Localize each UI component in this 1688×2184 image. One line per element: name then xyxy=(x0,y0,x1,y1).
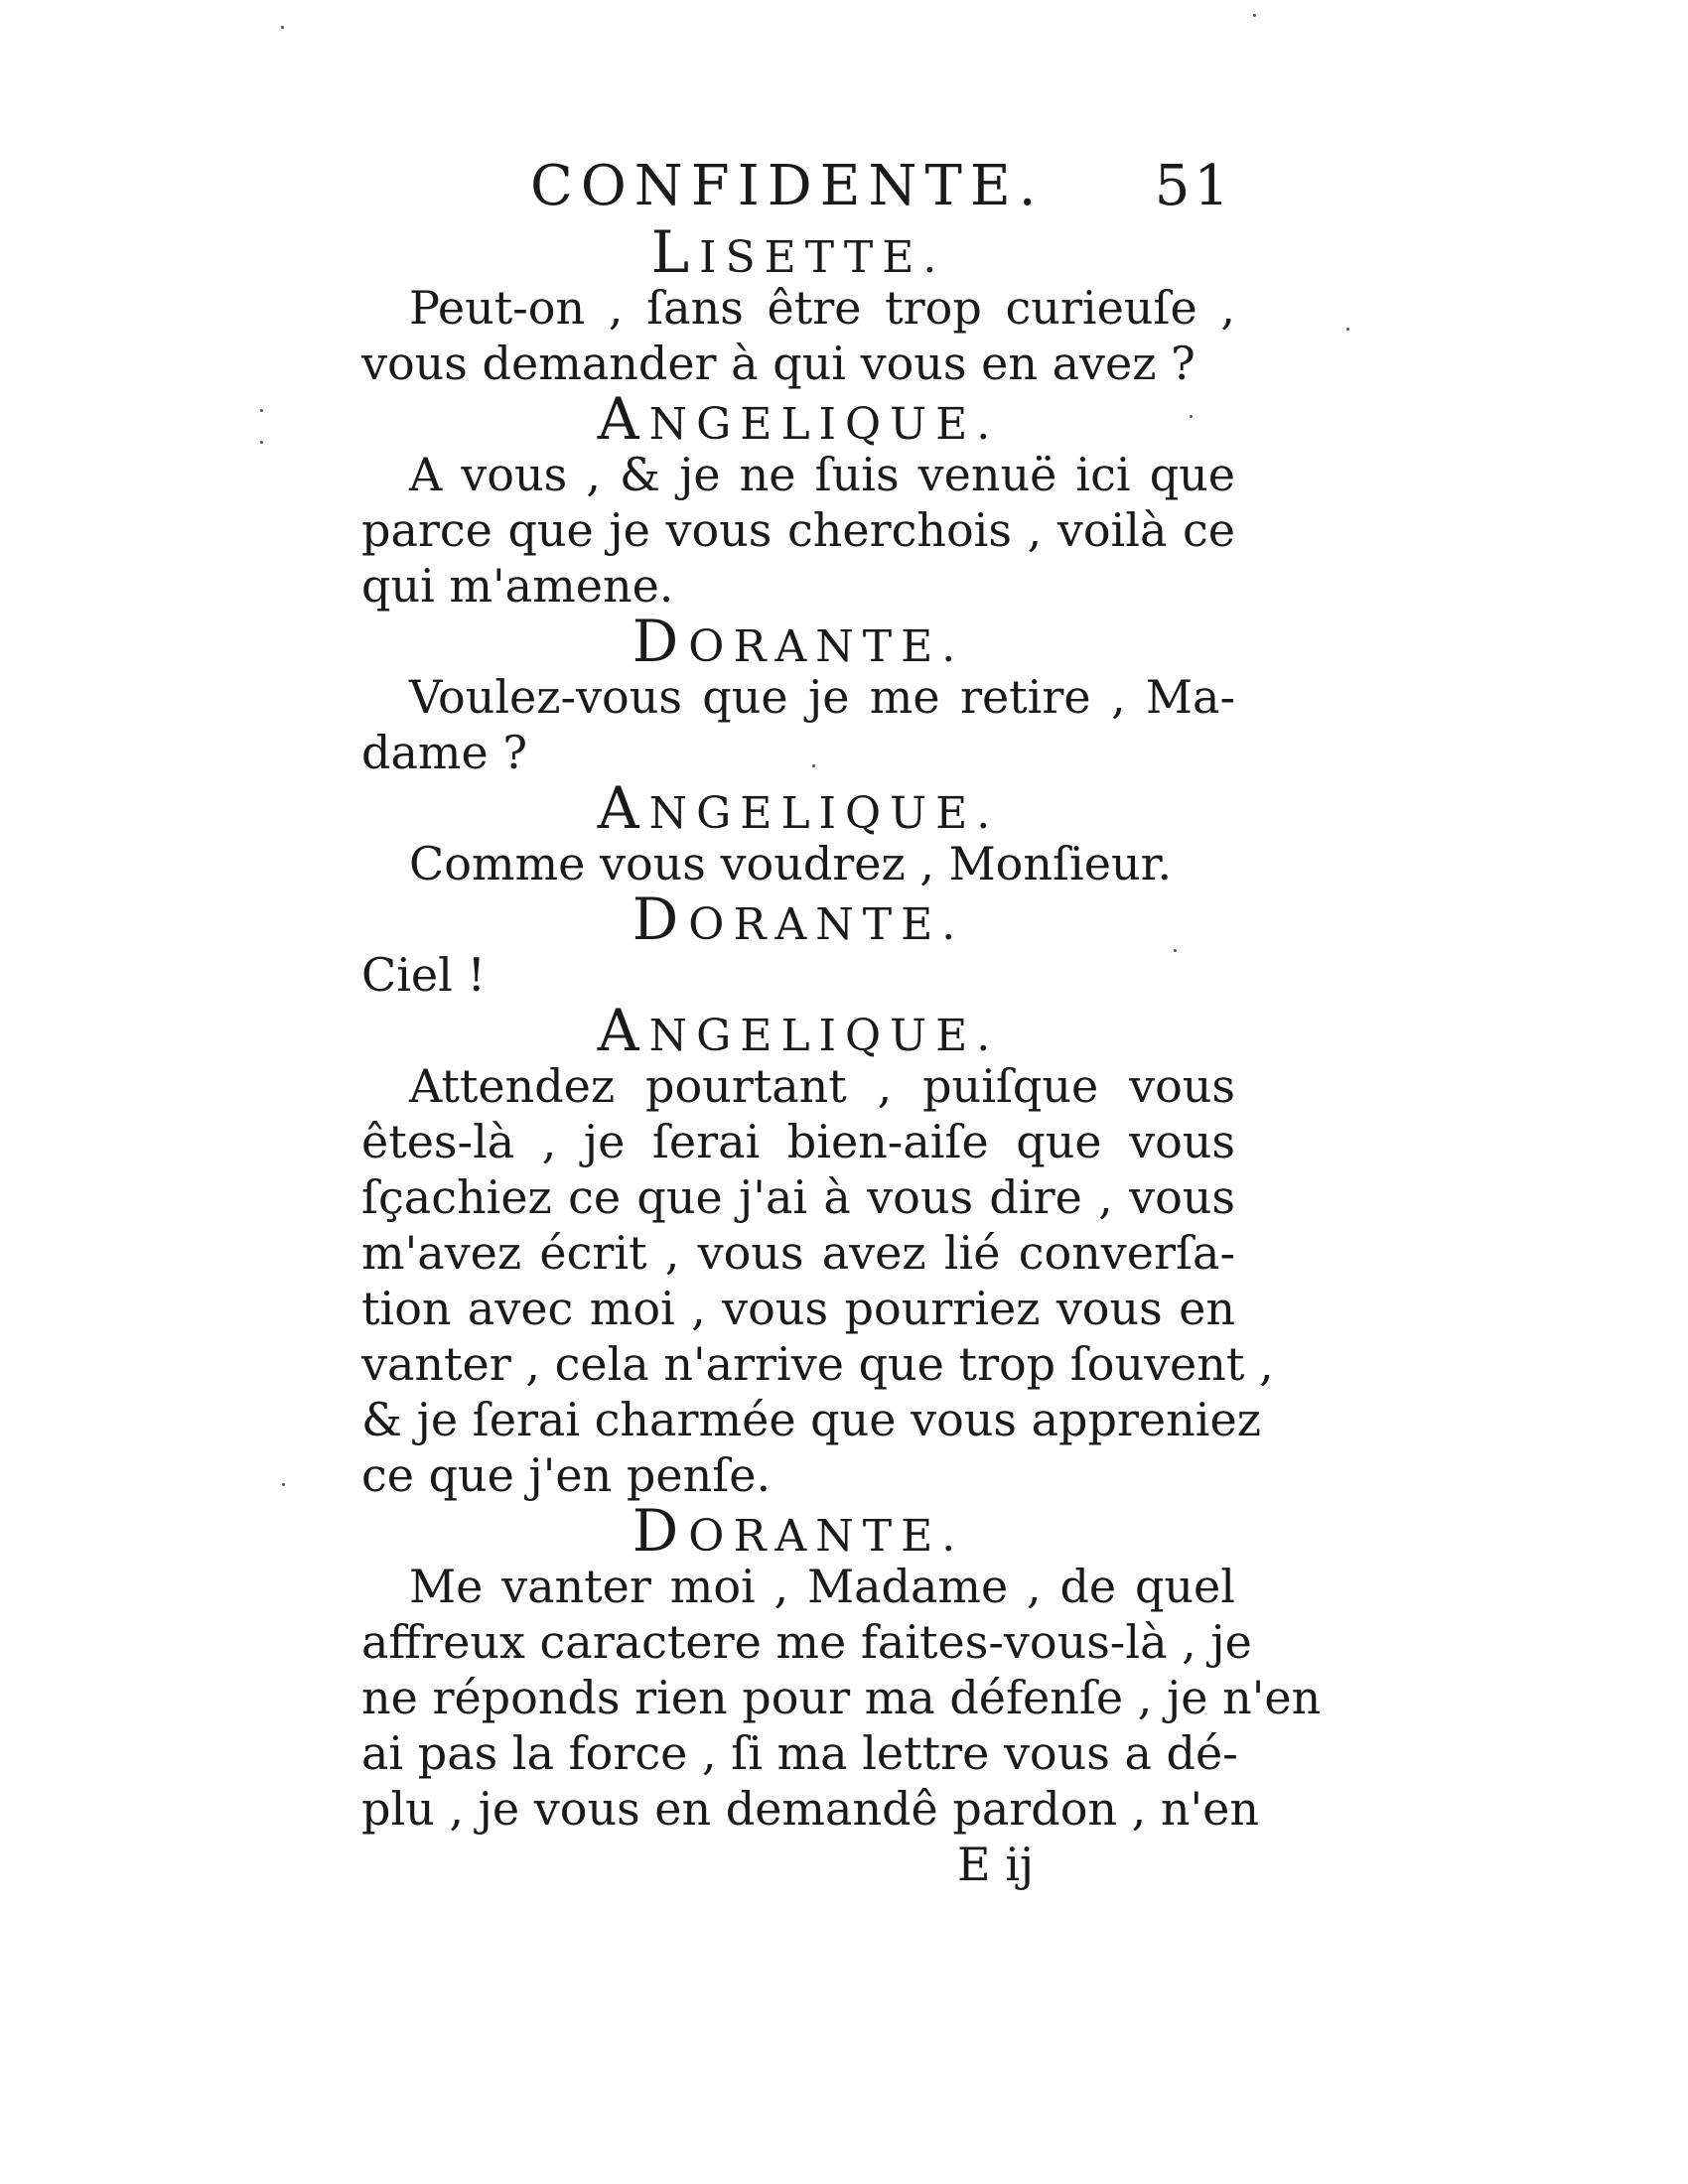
scan-speck xyxy=(281,26,284,29)
speech-line: tion avec moi , vous pourriez vous en xyxy=(361,1282,1235,1335)
speech-angelique xyxy=(361,1058,1274,1503)
speech-line: plu , je vous en demandê pardon , n'en xyxy=(361,1782,1260,1836)
speech-line: ne réponds rien pour ma défenſe , je n'en xyxy=(361,1671,1322,1724)
text-column xyxy=(361,149,1322,1892)
speech-line: ai pas la force , ſi ma lettre vous a dé- xyxy=(361,1726,1238,1780)
speech-line: affreux caractere me faites-vous-là , je xyxy=(361,1615,1252,1669)
speech-line: m'avez écrit , vous avez lié converſa- xyxy=(361,1226,1235,1280)
scan-speck xyxy=(1346,328,1349,331)
speaker-angelique: ANGELIQUE. xyxy=(597,774,1000,842)
speech-angelique xyxy=(361,447,1235,614)
speech-line: qui m'amene. xyxy=(361,559,674,613)
speech-line: ſçachiez ce que j'ai à vous dire , vous xyxy=(361,1170,1235,1224)
page-number: 51 xyxy=(1154,154,1233,218)
speech-dorante xyxy=(361,947,1235,1003)
speech-line: vous demander à qui vous en avez ? xyxy=(361,337,1196,390)
speaker-lisette: LISETTE. xyxy=(650,218,946,286)
scan-speck xyxy=(1174,949,1177,952)
speech-line: Me vanter moi , Madame , de quel xyxy=(409,1560,1235,1613)
running-head xyxy=(361,149,1235,224)
speaker-angelique: ANGELIQUE. xyxy=(597,997,1000,1064)
speech-line: dame ? xyxy=(361,726,527,779)
speech-line: A vous , & je ne ſuis venuë ici que xyxy=(409,448,1235,501)
scan-speck xyxy=(812,764,815,767)
speaker-dorante: DORANTE. xyxy=(632,608,965,675)
scan-speck xyxy=(260,409,263,412)
signature-mark: E ij xyxy=(957,1838,1035,1891)
speech-lisette xyxy=(361,280,1235,391)
speech-line: êtes-là , je ſerai bien-aiſe que vous xyxy=(361,1115,1235,1168)
speech-line: & je ſerai charmée que vous appreniez xyxy=(361,1393,1261,1446)
speech-line: Peut-on , ſans être trop curieuſe , xyxy=(409,281,1235,335)
speech-dorante xyxy=(361,669,1235,780)
speech-line: Attendez pourtant , puiſque vous xyxy=(409,1059,1235,1113)
running-title: CONFIDENTE. xyxy=(530,154,1045,218)
scan-speck xyxy=(260,441,263,444)
scan-speck xyxy=(282,1483,285,1486)
scan-speck xyxy=(1190,415,1193,418)
speaker-dorante: DORANTE. xyxy=(632,1497,965,1565)
speaker-dorante: DORANTE. xyxy=(632,886,965,953)
speech-line: Ciel ! xyxy=(361,948,486,1002)
speech-line: vanter , cela n'arrive que trop ſouvent , xyxy=(361,1337,1274,1391)
speech-line: ce que j'en penſe. xyxy=(361,1448,772,1502)
scan-speck xyxy=(1253,14,1256,17)
speech-dorante xyxy=(361,1559,1322,1837)
speech-line: Comme vous voudrez , Monſieur. xyxy=(409,837,1173,890)
speech-line: Voulez-vous que je me retire , Ma- xyxy=(409,670,1235,724)
speech-angelique xyxy=(361,836,1235,891)
speech-line: parce que je vous cherchois , voilà ce xyxy=(361,503,1235,557)
speaker-angelique: ANGELIQUE. xyxy=(597,385,1000,453)
